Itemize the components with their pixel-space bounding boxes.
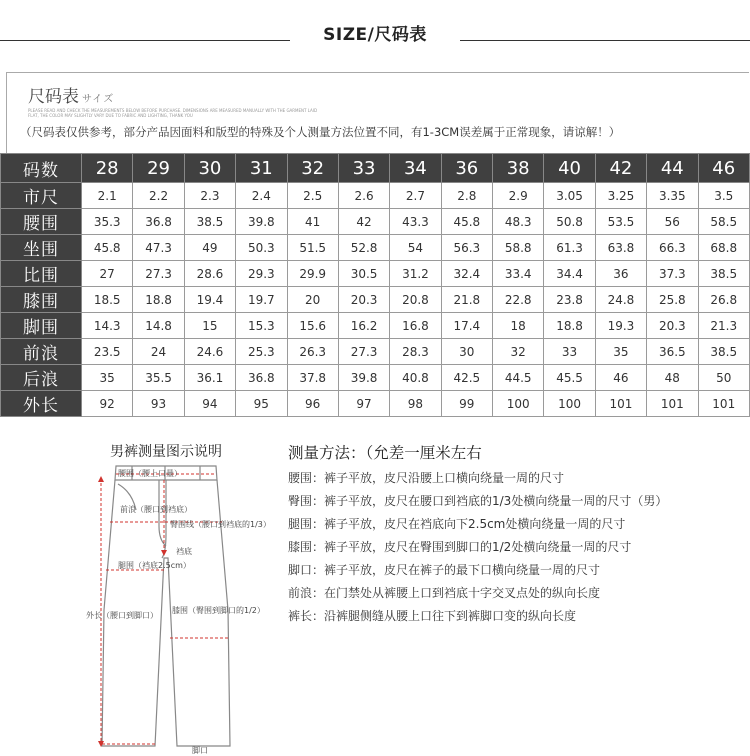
size-cell: 15.6 (287, 313, 338, 339)
method-line-length: 裤长：沿裤腿侧缝从腰上口往下到裤脚口变的纵向长度 (288, 609, 577, 623)
chart-note: （尺码表仅供参考，部分产品因面料和版型的特殊及个人测量方法位置不同，有1-3CM误差属于正常现象，请谅解！） (20, 125, 621, 139)
size-cell: 40.8 (390, 365, 441, 391)
size-cell: 36.5 (647, 339, 698, 365)
size-cell: 46 (595, 365, 646, 391)
size-cell: 45.5 (544, 365, 595, 391)
page-title: SIZE/尺码表 (323, 25, 427, 45)
size-column-header: 46 (698, 154, 750, 183)
size-cell: 27.3 (338, 339, 389, 365)
size-cell: 2.5 (287, 183, 338, 209)
diagram-title: 男裤测量图示说明 (110, 444, 222, 460)
size-cell: 24.8 (595, 287, 646, 313)
size-cell: 24.6 (184, 339, 235, 365)
size-cell: 50 (698, 365, 750, 391)
size-cell: 100 (493, 391, 544, 417)
size-cell: 35.3 (82, 209, 133, 235)
size-cell: 49 (184, 235, 235, 261)
size-cell: 38.5 (184, 209, 235, 235)
arrow-marker (161, 550, 167, 556)
label-hip: 臀围线（腰口到裆底的1/3） (170, 520, 271, 529)
row-label: 后浪 (1, 365, 82, 391)
size-cell: 28.6 (184, 261, 235, 287)
size-cell: 101 (647, 391, 698, 417)
label-waist: 腰围（腰上口量） (118, 469, 182, 478)
size-cell: 50.3 (236, 235, 287, 261)
size-table-row (1, 391, 750, 417)
size-cell: 48.3 (493, 209, 544, 235)
size-cell: 2.4 (236, 183, 287, 209)
size-cell: 19.4 (184, 287, 235, 313)
size-cell: 38.5 (698, 339, 750, 365)
size-cell: 2.2 (133, 183, 184, 209)
size-cell: 48 (647, 365, 698, 391)
size-cell: 25.8 (647, 287, 698, 313)
row-label: 外长 (1, 391, 82, 417)
size-cell: 2.1 (82, 183, 133, 209)
label-front-rise: 前浪（腰口到裆底） (120, 505, 192, 514)
size-cell: 51.5 (287, 235, 338, 261)
size-cell: 42.5 (441, 365, 492, 391)
size-cell: 92 (82, 391, 133, 417)
size-cell: 58.8 (493, 235, 544, 261)
size-column-header: 40 (544, 154, 595, 183)
size-column-header: 36 (441, 154, 492, 183)
size-column-header: 34 (390, 154, 441, 183)
header-divider-left (0, 40, 290, 41)
size-cell: 97 (338, 391, 389, 417)
size-cell: 56.3 (441, 235, 492, 261)
row-label: 坐围 (1, 235, 82, 261)
method-line-front-rise: 前浪：在门禁处从裤腰上口到裆底十字交叉点处的纵向长度 (288, 586, 601, 600)
size-cell: 32.4 (441, 261, 492, 287)
size-cell: 95 (236, 391, 287, 417)
size-cell: 21.3 (698, 313, 750, 339)
size-cell: 34.4 (544, 261, 595, 287)
size-cell: 14.8 (133, 313, 184, 339)
size-cell: 58.5 (698, 209, 750, 235)
size-cell: 18.5 (82, 287, 133, 313)
size-cell: 18.8 (544, 313, 595, 339)
size-cell: 3.05 (544, 183, 595, 209)
size-cell: 38.5 (698, 261, 750, 287)
size-cell: 94 (184, 391, 235, 417)
size-cell: 43.3 (390, 209, 441, 235)
label-hem: 脚口 (192, 746, 208, 755)
size-cell: 33 (544, 339, 595, 365)
size-cell: 18.8 (133, 287, 184, 313)
size-table-row (1, 183, 750, 209)
size-cell: 18 (493, 313, 544, 339)
size-cell: 41 (287, 209, 338, 235)
size-cell: 14.3 (82, 313, 133, 339)
size-cell: 52.8 (338, 235, 389, 261)
size-cell: 16.8 (390, 313, 441, 339)
size-table-row (1, 365, 750, 391)
size-cell: 3.25 (595, 183, 646, 209)
size-cell: 30.5 (338, 261, 389, 287)
size-cell: 16.2 (338, 313, 389, 339)
label-thigh: 腿围（裆底2.5cm） (118, 561, 191, 570)
size-cell: 39.8 (236, 209, 287, 235)
size-column-header: 32 (287, 154, 338, 183)
method-line-hem: 脚口：裤子平放，皮尺在裤子的最下口横向绕量一周的尺寸 (288, 563, 601, 577)
method-line-waist: 腰围：裤子平放，皮尺沿腰上口横向绕量一周的尺寸 (288, 471, 565, 485)
size-column-header: 31 (236, 154, 287, 183)
size-cell: 26.8 (698, 287, 750, 313)
row-label: 前浪 (1, 339, 82, 365)
chart-fine-print: PLEASE READ AND CHECK THE MEASUREMENTS BELOW BEFORE PURCHASE. DIMENSIONS ARE MEASURED MANUALLY WITH THE GARMENT LAID FLAT, THE COLOR MAY SLIGHTLY VARY DUE TO FABRIC AND LIGHTING, THANK YOU (28, 108, 318, 118)
chart-title (28, 82, 114, 107)
label-outseam: 外长（腰口到脚口） (86, 611, 158, 620)
size-cell: 36.1 (184, 365, 235, 391)
size-cell: 63.8 (595, 235, 646, 261)
label-knee: 膝围（臀围到脚口的1/2） (172, 606, 265, 615)
size-table-header (1, 154, 750, 183)
size-cell: 56 (647, 209, 698, 235)
size-cell: 35 (82, 365, 133, 391)
size-cell: 68.8 (698, 235, 750, 261)
size-cell: 30 (441, 339, 492, 365)
size-cell: 50.8 (544, 209, 595, 235)
size-column-header: 38 (493, 154, 544, 183)
size-cell: 19.3 (595, 313, 646, 339)
size-column-header: 28 (82, 154, 133, 183)
size-cell: 37.8 (287, 365, 338, 391)
size-cell: 15.3 (236, 313, 287, 339)
row-label: 腰围 (1, 209, 82, 235)
size-cell: 29.3 (236, 261, 287, 287)
size-cell: 24 (133, 339, 184, 365)
size-cell: 15 (184, 313, 235, 339)
row-label: 膝围 (1, 287, 82, 313)
size-cell: 20.8 (390, 287, 441, 313)
size-cell: 45.8 (441, 209, 492, 235)
size-cell: 28.3 (390, 339, 441, 365)
size-table-row (1, 313, 750, 339)
size-cell: 47.3 (133, 235, 184, 261)
size-column-header: 33 (338, 154, 389, 183)
size-cell: 61.3 (544, 235, 595, 261)
size-cell: 19.7 (236, 287, 287, 313)
size-cell: 53.5 (595, 209, 646, 235)
size-cell: 3.35 (647, 183, 698, 209)
size-cell: 20.3 (647, 313, 698, 339)
size-cell: 17.4 (441, 313, 492, 339)
size-cell: 35.5 (133, 365, 184, 391)
size-table (0, 153, 750, 417)
size-table-row (1, 287, 750, 313)
chart-title-ja: サイズ (82, 94, 115, 105)
size-cell: 31.2 (390, 261, 441, 287)
size-cell: 27 (82, 261, 133, 287)
size-cell: 36.8 (236, 365, 287, 391)
size-cell: 2.9 (493, 183, 544, 209)
method-line-thigh: 腿围：裤子平放，皮尺在裆底向下2.5cm处横向绕量一周的尺寸 (288, 517, 626, 531)
size-cell: 66.3 (647, 235, 698, 261)
size-cell: 37.3 (647, 261, 698, 287)
size-cell: 35 (595, 339, 646, 365)
size-table-row (1, 339, 750, 365)
size-column-header: 29 (133, 154, 184, 183)
size-cell: 2.6 (338, 183, 389, 209)
size-column-header: 44 (647, 154, 698, 183)
size-cell: 98 (390, 391, 441, 417)
size-cell: 23.5 (82, 339, 133, 365)
size-table-row (1, 235, 750, 261)
method-line-knee: 膝围：裤子平放，皮尺在臀围到脚口的1/2处横向绕量一周的尺寸 (288, 540, 632, 554)
size-cell: 2.7 (390, 183, 441, 209)
size-cell: 42 (338, 209, 389, 235)
row-label: 比围 (1, 261, 82, 287)
size-cell: 3.5 (698, 183, 750, 209)
row-label: 脚围 (1, 313, 82, 339)
method-title: 测量方法：（允差一厘米左右 (288, 444, 482, 462)
size-cell: 2.3 (184, 183, 235, 209)
size-table-row (1, 261, 750, 287)
row-label: 市尺 (1, 183, 82, 209)
label-crotch: 裆底 (176, 547, 192, 556)
size-cell: 26.3 (287, 339, 338, 365)
size-cell: 36 (595, 261, 646, 287)
size-cell: 44.5 (493, 365, 544, 391)
size-cell: 29.9 (287, 261, 338, 287)
chart-title-text: 尺码表 (28, 87, 79, 107)
header-divider-right (460, 40, 750, 41)
size-cell: 21.8 (441, 287, 492, 313)
size-cell: 45.8 (82, 235, 133, 261)
size-cell: 96 (287, 391, 338, 417)
size-cell: 20.3 (338, 287, 389, 313)
size-cell: 39.8 (338, 365, 389, 391)
size-cell: 101 (698, 391, 750, 417)
size-header-label: 码数 (1, 154, 82, 183)
size-cell: 36.8 (133, 209, 184, 235)
size-cell: 25.3 (236, 339, 287, 365)
arrow-marker (98, 476, 104, 482)
size-cell: 33.4 (493, 261, 544, 287)
size-cell: 32 (493, 339, 544, 365)
size-cell: 20 (287, 287, 338, 313)
size-cell: 22.8 (493, 287, 544, 313)
size-cell: 99 (441, 391, 492, 417)
size-column-header: 30 (184, 154, 235, 183)
size-cell: 101 (595, 391, 646, 417)
size-table-row (1, 209, 750, 235)
size-column-header: 42 (595, 154, 646, 183)
size-cell: 27.3 (133, 261, 184, 287)
size-cell: 93 (133, 391, 184, 417)
method-line-hip: 臀围：裤子平放，皮尺在腰口到裆底的1/3处横向绕量一周的尺寸（男） (288, 494, 668, 508)
size-cell: 54 (390, 235, 441, 261)
size-cell: 100 (544, 391, 595, 417)
size-cell: 23.8 (544, 287, 595, 313)
size-cell: 2.8 (441, 183, 492, 209)
